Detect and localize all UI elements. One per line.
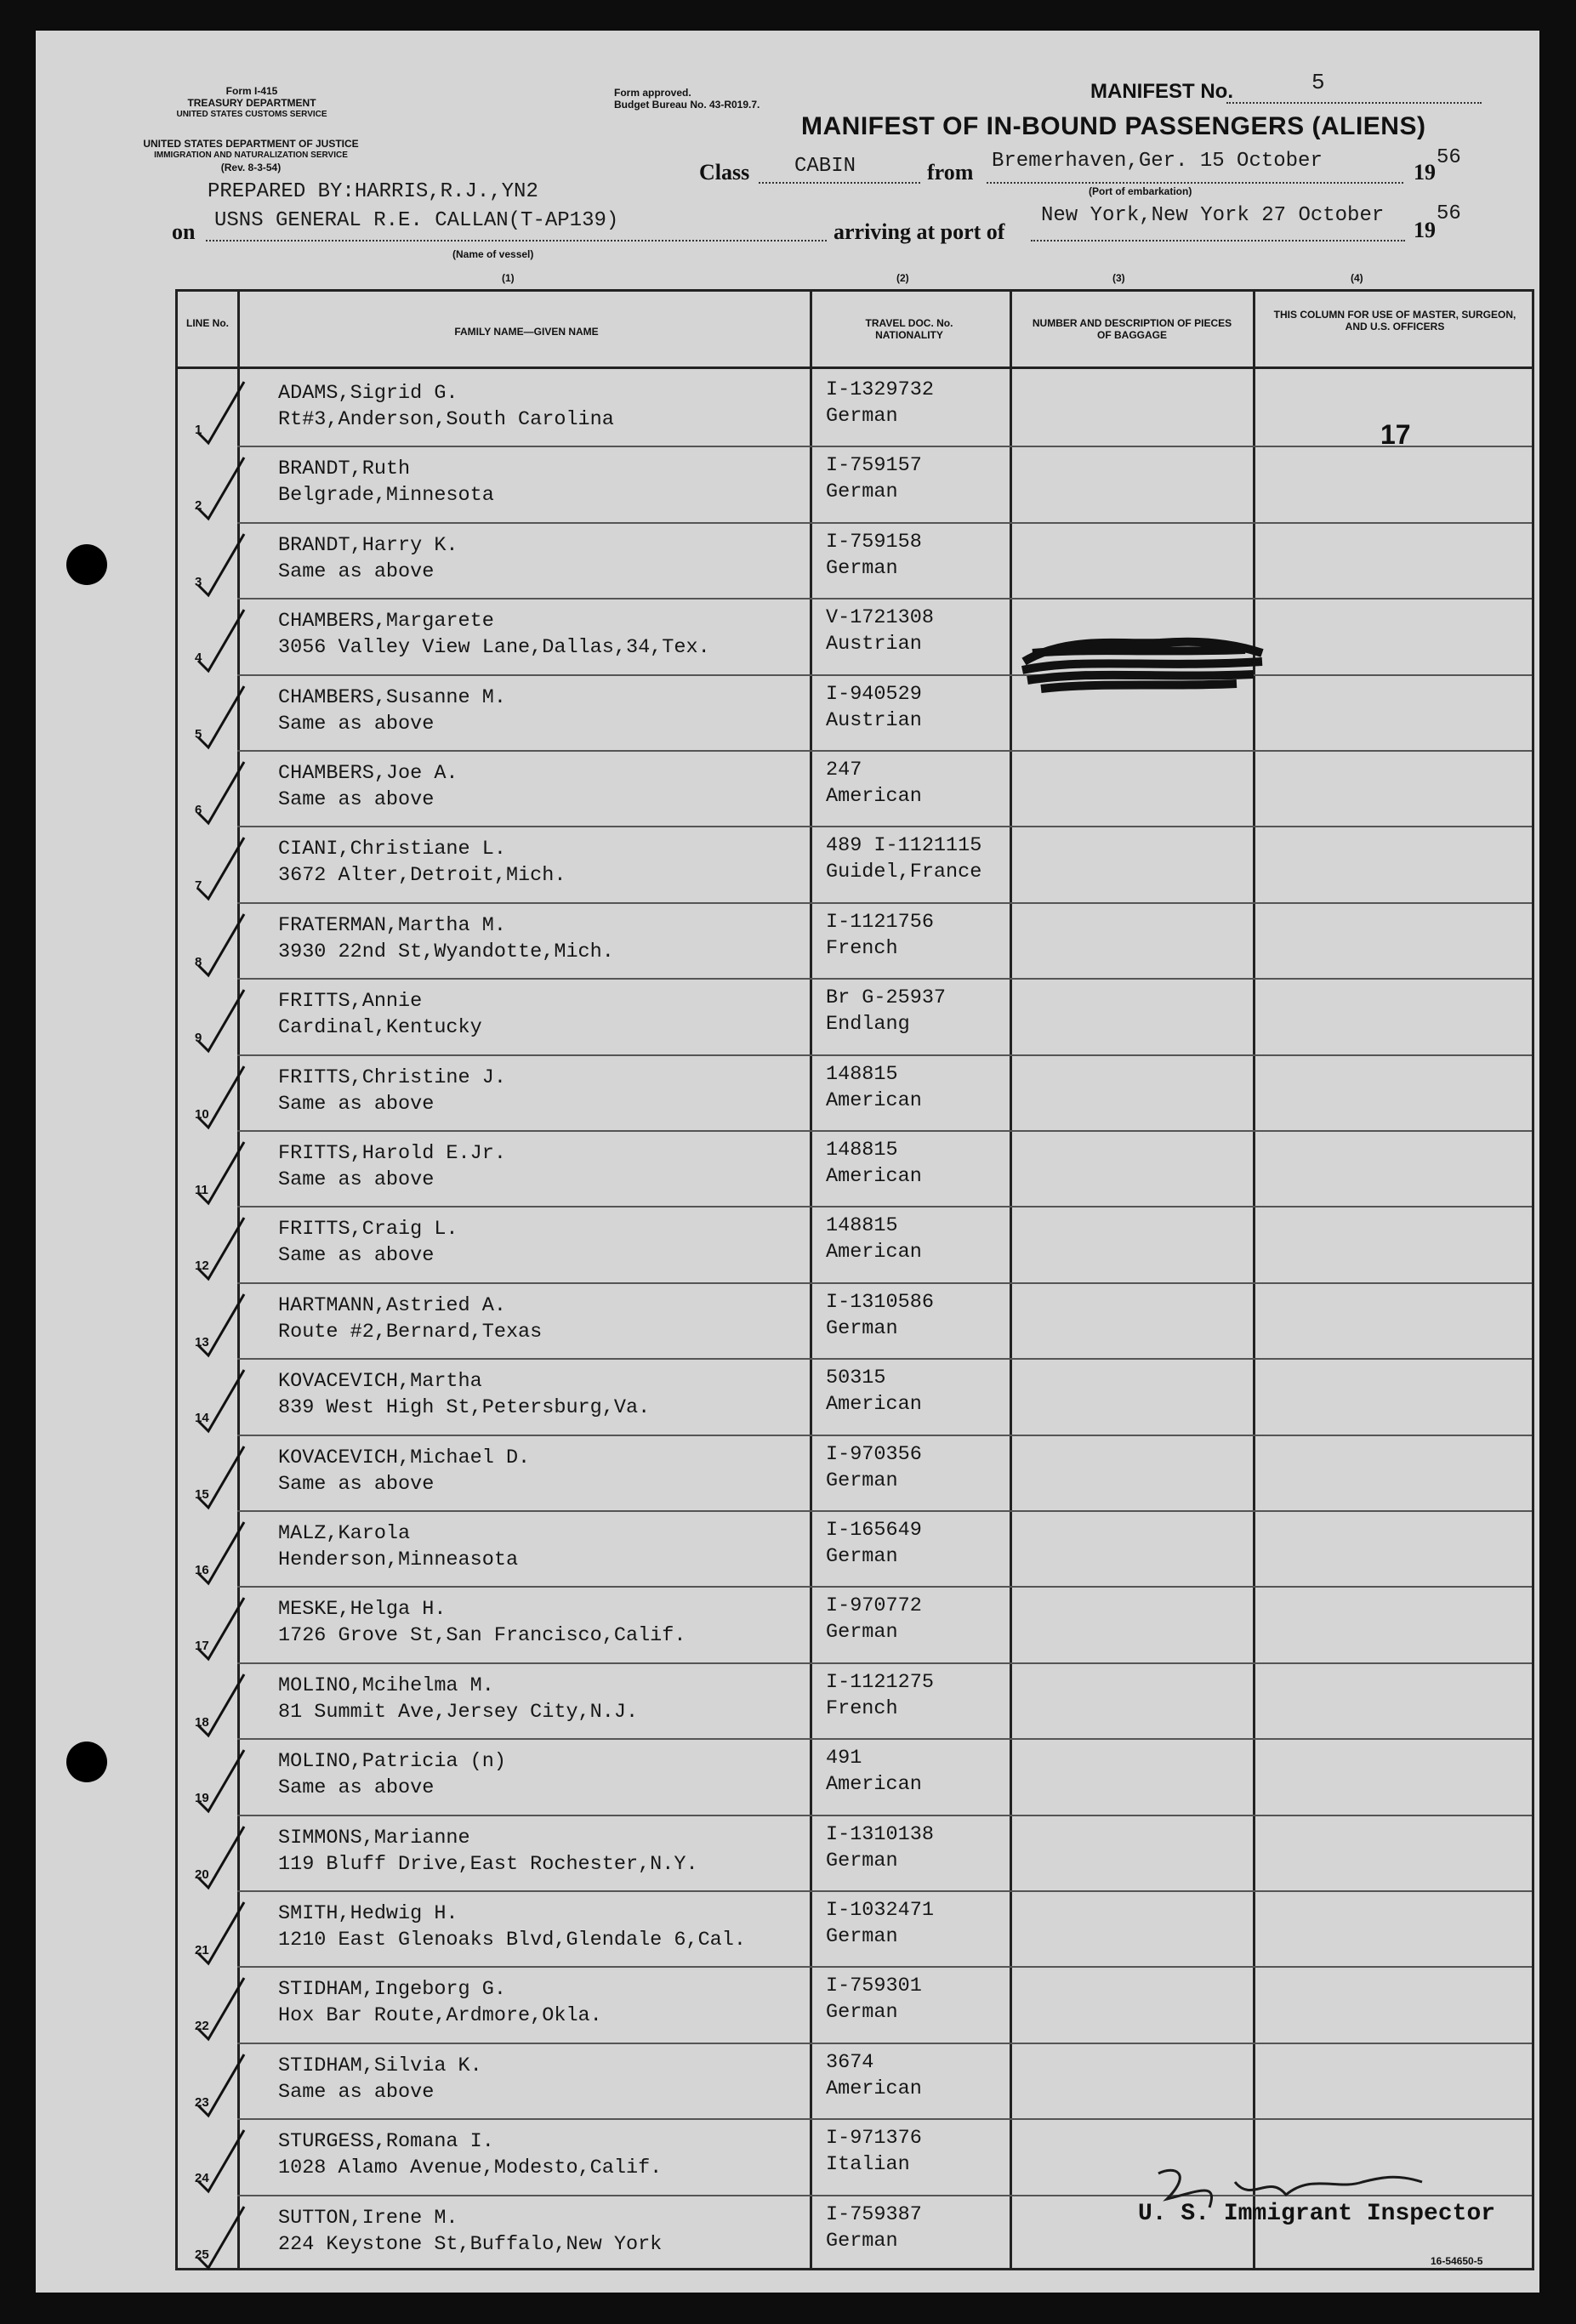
- from-label: from: [927, 160, 974, 185]
- travel-doc-number: 489 I-1121115: [826, 834, 982, 858]
- passenger-name: STIDHAM,Silvia K.: [278, 2054, 482, 2077]
- nationality: French: [826, 1696, 898, 1720]
- passenger-name: MOLINO,Patricia (n): [278, 1750, 506, 1774]
- travel-doc-number: 3674: [826, 2050, 874, 2074]
- year-suffix-2: 56: [1437, 202, 1461, 225]
- nationality: Italian: [826, 2153, 910, 2177]
- col-head-line-no: LINE No.: [186, 317, 229, 329]
- port-embark-caption: (Port of embarkation): [1089, 185, 1192, 197]
- passenger-address: Same as above: [278, 1168, 435, 1191]
- col-num-4: (4): [1351, 272, 1363, 284]
- redaction-scribble: [1016, 628, 1271, 696]
- travel-doc-cell: [826, 985, 946, 1037]
- row-divider: [237, 1966, 1532, 1968]
- line-number: 4: [195, 651, 202, 666]
- passenger-name: MOLINO,Mcihelma M.: [278, 1673, 494, 1697]
- check-mark-icon: [183, 1361, 259, 1438]
- travel-doc-number: I-1121756: [826, 910, 934, 934]
- treasury-dept: TREASURY DEPARTMENT: [187, 97, 316, 109]
- form-approved: Form approved.: [614, 87, 691, 99]
- travel-doc-number: I-1329732: [826, 378, 934, 401]
- line-number: 7: [195, 878, 202, 894]
- row-divider: [237, 1435, 1532, 1436]
- passenger-name-cell: [278, 1065, 506, 1117]
- line-number: 13: [195, 1334, 209, 1350]
- passenger-name-cell: [278, 1825, 698, 1878]
- nationality: American: [826, 785, 922, 808]
- line-number: 19: [195, 1791, 209, 1806]
- row-divider: [237, 902, 1532, 904]
- check-mark-icon: [183, 2198, 259, 2275]
- check-mark-icon: [183, 1514, 259, 1590]
- agency-block: [145, 85, 359, 121]
- check-mark-icon: [183, 1818, 259, 1895]
- check-mark-icon: [183, 678, 259, 754]
- col-num-2: (2): [896, 272, 909, 284]
- passenger-address: Henderson,Minneasota: [278, 1548, 519, 1571]
- travel-doc-cell: [826, 605, 934, 657]
- check-mark-icon: [183, 526, 259, 602]
- row-divider: [237, 1054, 1532, 1056]
- passenger-name: CIANI,Christiane L.: [278, 838, 506, 861]
- row-divider: [237, 978, 1532, 980]
- line-number: 25: [195, 2247, 209, 2262]
- revision: (Rev. 8-3-54): [220, 162, 282, 173]
- row-divider: [237, 1130, 1532, 1132]
- footer-code: 16-54650-5: [1431, 2255, 1483, 2267]
- col-head-baggage: NUMBER AND DESCRIPTION OF PIECES OF BAGGAGE: [1032, 317, 1232, 341]
- passenger-address: 3672 Alter,Detroit,Mich.: [278, 864, 566, 888]
- check-mark-icon: [183, 1666, 259, 1742]
- line-number: 22: [195, 2019, 209, 2034]
- nationality: German: [826, 1545, 898, 1568]
- check-mark-icon: [183, 1894, 259, 1970]
- passenger-address: Same as above: [278, 560, 435, 583]
- row-divider: [237, 826, 1532, 827]
- travel-doc-number: Br G-25937: [826, 986, 947, 1010]
- check-mark-icon: [183, 1589, 259, 1666]
- arriving-label: arriving at port of: [834, 219, 1005, 244]
- line-number: 3: [195, 574, 202, 589]
- travel-doc-cell: [826, 1289, 934, 1342]
- line-number: 18: [195, 1714, 209, 1730]
- line-number: 15: [195, 1486, 209, 1502]
- passenger-name: STIDHAM,Ingeborg G.: [278, 1978, 506, 2002]
- passenger-address: Same as above: [278, 1092, 435, 1116]
- row-divider: [237, 750, 1532, 752]
- passenger-name: SMITH,Hedwig H.: [278, 1902, 458, 1925]
- travel-doc-cell: [826, 909, 934, 962]
- passenger-name-cell: [278, 988, 482, 1041]
- nationality: German: [826, 405, 898, 428]
- nationality: German: [826, 2001, 898, 2025]
- line-number: 10: [195, 1106, 209, 1122]
- row-divider: [237, 2043, 1532, 2044]
- check-mark-icon: [183, 449, 259, 526]
- col-head-officers: THIS COLUMN FOR USE OF MASTER, SURGEON, AND U.S. OFFICERS: [1273, 309, 1516, 332]
- year-prefix-2: 19: [1414, 218, 1436, 242]
- passenger-address: 839 West High St,Petersburg,Va.: [278, 1396, 651, 1420]
- travel-doc-cell: [826, 757, 922, 810]
- passenger-address: Same as above: [278, 788, 435, 811]
- travel-doc-cell: [826, 2202, 922, 2254]
- passenger-name: BRANDT,Ruth: [278, 457, 411, 481]
- passenger-name-cell: [278, 760, 458, 813]
- nationality: German: [826, 1621, 898, 1645]
- travel-doc-number: I-1310586: [826, 1290, 934, 1314]
- travel-doc-cell: [826, 1137, 922, 1190]
- passenger-address: Rt#3,Anderson,South Carolina: [278, 408, 614, 431]
- passenger-name: HARTMANN,Astried A.: [278, 1293, 506, 1317]
- travel-doc-cell: [826, 452, 922, 505]
- passenger-name-cell: [278, 2205, 662, 2258]
- travel-doc-number: V-1721308: [826, 606, 934, 630]
- approval-block: [614, 87, 760, 111]
- nationality: American: [826, 2077, 922, 2100]
- nationality: German: [826, 2229, 898, 2253]
- nationality: American: [826, 1088, 922, 1112]
- officer-count: 17: [1380, 419, 1411, 450]
- nationality: American: [826, 1241, 922, 1264]
- travel-doc-number: 148815: [826, 1139, 898, 1162]
- row-divider: [237, 2118, 1532, 2120]
- travel-doc-cell: [826, 1821, 934, 1874]
- nationality: German: [826, 480, 898, 504]
- passenger-name: FRITTS,Annie: [278, 990, 423, 1014]
- prepared-by: PREPARED BY:HARRIS,R.J.,YN2: [208, 180, 538, 203]
- passenger-name: STURGESS,Romana I.: [278, 2130, 494, 2154]
- line-number: 17: [195, 1639, 209, 1654]
- passenger-name-cell: [278, 1368, 650, 1421]
- passenger-address: Cardinal,Kentucky: [278, 1016, 482, 1040]
- passenger-address: Same as above: [278, 1244, 435, 1268]
- check-mark-icon: [183, 829, 259, 906]
- nationality: American: [826, 1773, 922, 1797]
- line-number: 11: [195, 1183, 208, 1197]
- travel-doc-cell: [826, 1517, 922, 1570]
- nationality: German: [826, 1849, 898, 1872]
- row-divider: [237, 1815, 1532, 1816]
- line-number: 2: [195, 498, 202, 514]
- passenger-name-cell: [278, 608, 710, 661]
- passenger-address: 3930 22nd St,Wyandotte,Mich.: [278, 940, 614, 963]
- passenger-name: BRANDT,Harry K.: [278, 533, 458, 557]
- line-number: 14: [195, 1411, 209, 1426]
- passenger-name-cell: [278, 836, 566, 889]
- travel-doc-number: I-165649: [826, 1519, 922, 1542]
- row-divider: [237, 1662, 1532, 1664]
- passenger-name-cell: [278, 1748, 506, 1801]
- line-number: 24: [195, 2171, 209, 2186]
- row-divider: [237, 1206, 1532, 1207]
- passenger-address: Belgrade,Minnesota: [278, 484, 494, 508]
- line-number: 6: [195, 803, 202, 817]
- travel-doc-number: 247: [826, 759, 862, 781]
- nationality: German: [826, 1469, 898, 1492]
- nationality: French: [826, 936, 898, 960]
- travel-doc-number: I-970356: [826, 1442, 922, 1466]
- line-number: 12: [195, 1259, 209, 1274]
- passenger-name-cell: [278, 1976, 602, 2029]
- passenger-address: Same as above: [278, 1472, 435, 1496]
- passenger-name-cell: [278, 1596, 686, 1649]
- travel-doc-number: 148815: [826, 1062, 898, 1086]
- passenger-name-cell: [278, 1520, 518, 1573]
- nationality: Austrian: [826, 633, 922, 656]
- passenger-name-cell: [278, 456, 494, 509]
- passenger-name-cell: [278, 1293, 542, 1345]
- travel-doc-cell: [826, 681, 922, 734]
- year-prefix-1: 19: [1414, 160, 1436, 185]
- row-divider: [237, 1358, 1532, 1360]
- travel-doc-cell: [826, 377, 934, 429]
- on-label: on: [172, 219, 196, 244]
- passenger-name: FRITTS,Harold E.Jr.: [278, 1142, 506, 1165]
- row-divider: [237, 1282, 1532, 1284]
- line-number: 5: [195, 726, 202, 742]
- line-number: 9: [195, 1031, 202, 1046]
- travel-doc-number: 50315: [826, 1367, 886, 1390]
- check-mark-icon: [183, 1134, 259, 1210]
- travel-doc-number: I-940529: [826, 682, 922, 706]
- passenger-name: CHAMBERS,Margarete: [278, 610, 494, 634]
- line-number: 8: [195, 954, 202, 969]
- check-mark-icon: [183, 2046, 259, 2122]
- nationality: Endlang: [826, 1013, 910, 1037]
- passenger-name: ADAMS,Sigrid G.: [278, 382, 458, 405]
- travel-doc-number: 148815: [826, 1214, 898, 1238]
- passenger-address: 1210 East Glenoaks Blvd,Glendale 6,Cal.: [278, 1929, 746, 1952]
- passenger-name: CHAMBERS,Susanne M.: [278, 685, 506, 709]
- row-divider: [237, 674, 1532, 676]
- check-mark-icon: [183, 1286, 259, 1362]
- travel-doc-cell: [826, 1973, 922, 2026]
- passenger-name: SUTTON,Irene M.: [278, 2206, 458, 2230]
- budget-bureau: Budget Bureau No. 43-R019.7.: [614, 99, 760, 111]
- col-num-3: (3): [1112, 272, 1125, 284]
- travel-doc-number: I-759157: [826, 454, 922, 478]
- punch-hole: [66, 544, 107, 585]
- travel-doc-cell: [826, 1593, 922, 1645]
- travel-doc-cell: [826, 2049, 922, 2102]
- check-mark-icon: [183, 906, 259, 982]
- manifest-page: [36, 31, 1539, 2293]
- row-divider: [237, 1510, 1532, 1512]
- passenger-name: KOVACEVICH,Michael D.: [278, 1446, 531, 1469]
- check-mark-icon: [183, 1058, 259, 1134]
- nationality: Austrian: [826, 708, 922, 732]
- travel-doc-cell: [826, 1897, 934, 1950]
- class-value: CABIN: [794, 155, 856, 178]
- passenger-address: Same as above: [278, 2080, 435, 2104]
- passenger-name: MALZ,Karola: [278, 1522, 411, 1545]
- passenger-address: Same as above: [278, 1776, 435, 1800]
- class-label: Class: [699, 160, 750, 185]
- line-number: 1: [195, 423, 202, 437]
- passenger-name: FRITTS,Craig L.: [278, 1218, 458, 1242]
- passenger-name-cell: [278, 2053, 482, 2105]
- passenger-name: KOVACEVICH,Martha: [278, 1370, 482, 1394]
- travel-doc-cell: [826, 1669, 934, 1722]
- travel-doc-number: I-1121275: [826, 1670, 934, 1694]
- passenger-name: SIMMONS,Marianne: [278, 1826, 470, 1850]
- customs-service: UNITED STATES CUSTOMS SERVICE: [176, 110, 327, 119]
- arrival-port-value: New York,New York 27 October: [1041, 204, 1385, 227]
- line-number: 21: [195, 1943, 209, 1958]
- justice-block: [102, 138, 400, 173]
- ins-service: IMMIGRATION AND NATURALIZATION SERVICE: [154, 151, 348, 160]
- justice-dept: UNITED STATES DEPARTMENT OF JUSTICE: [143, 138, 359, 150]
- manifest-number: 5: [1311, 70, 1325, 95]
- passenger-address: 1726 Grove St,San Francisco,Calif.: [278, 1624, 686, 1648]
- check-mark-icon: [183, 2122, 259, 2198]
- year-suffix-1: 56: [1437, 146, 1461, 169]
- manifest-label: MANIFEST No.: [1090, 80, 1233, 103]
- check-mark-icon: [183, 1209, 259, 1286]
- check-mark-icon: [183, 1969, 259, 2046]
- travel-doc-cell: [826, 529, 922, 582]
- check-mark-icon: [183, 753, 259, 830]
- col-head-name: FAMILY NAME—GIVEN NAME: [454, 326, 599, 338]
- row-divider: [237, 1586, 1532, 1588]
- line-number: 23: [195, 2094, 209, 2110]
- line-number: 16: [195, 1563, 209, 1577]
- nationality: American: [826, 1393, 922, 1417]
- passenger-address: Hox Bar Route,Ardmore,Okla.: [278, 2004, 602, 2028]
- travel-doc-number: 491: [826, 1747, 862, 1770]
- passenger-address: 224 Keystone St,Buffalo,New York: [278, 2232, 663, 2256]
- travel-doc-number: I-1310138: [826, 1822, 934, 1846]
- row-divider: [237, 522, 1532, 524]
- passenger-name-cell: [278, 1673, 638, 1725]
- check-mark-icon: [183, 981, 259, 1058]
- travel-doc-cell: [826, 2125, 922, 2178]
- passenger-name-cell: [278, 2128, 662, 2181]
- embarkation-value: Bremerhaven,Ger. 15 October: [992, 150, 1323, 173]
- passenger-name-cell: [278, 380, 614, 433]
- check-mark-icon: [183, 1742, 259, 1818]
- vessel-caption: (Name of vessel): [452, 248, 534, 260]
- passenger-name-cell: [278, 1445, 530, 1497]
- passenger-address: 119 Bluff Drive,East Rochester,N.Y.: [278, 1852, 698, 1876]
- travel-doc-number: I-759387: [826, 2202, 922, 2226]
- passenger-name-cell: [278, 1216, 458, 1269]
- check-mark-icon: [183, 601, 259, 678]
- passenger-name-cell: [278, 1140, 506, 1193]
- manifest-table: [175, 289, 1534, 2270]
- passenger-address: 1028 Alamo Avenue,Modesto,Calif.: [278, 2156, 663, 2180]
- vessel-name: USNS GENERAL R.E. CALLAN(T-AP139): [214, 209, 619, 232]
- passenger-name-cell: [278, 532, 458, 585]
- nationality: German: [826, 1925, 898, 1948]
- check-mark-icon: [183, 1438, 259, 1514]
- passenger-name: CHAMBERS,Joe A.: [278, 762, 458, 785]
- form-id: Form I-415: [225, 85, 278, 97]
- passenger-name: FRATERMAN,Martha M.: [278, 913, 506, 937]
- travel-doc-cell: [826, 1061, 922, 1114]
- travel-doc-number: I-759158: [826, 530, 922, 554]
- travel-doc-cell: [826, 1213, 922, 1265]
- passenger-address: Same as above: [278, 712, 435, 736]
- line-number: 20: [195, 1867, 209, 1882]
- nationality: Guidel,France: [826, 861, 982, 884]
- travel-doc-cell: [826, 1745, 922, 1798]
- page-title: MANIFEST OF IN-BOUND PASSENGERS (ALIENS): [801, 112, 1426, 140]
- row-divider: [237, 446, 1532, 447]
- nationality: German: [826, 1316, 898, 1340]
- passenger-address: 81 Summit Ave,Jersey City,N.J.: [278, 1700, 639, 1724]
- inspector-title: U. S. Immigrant Inspector: [1138, 2201, 1496, 2227]
- check-mark-icon: [183, 373, 259, 450]
- row-divider: [237, 598, 1532, 599]
- travel-doc-number: I-759301: [826, 1975, 922, 1998]
- travel-doc-cell: [826, 832, 981, 885]
- passenger-address: Route #2,Bernard,Texas: [278, 1320, 543, 1344]
- passenger-name-cell: [278, 912, 614, 965]
- travel-doc-cell: [826, 1441, 922, 1494]
- travel-doc-number: I-970772: [826, 1594, 922, 1618]
- row-divider: [237, 1890, 1532, 1892]
- passenger-name: MESKE,Helga H.: [278, 1598, 447, 1622]
- passenger-name-cell: [278, 685, 506, 737]
- travel-doc-number: I-1032471: [826, 1899, 934, 1922]
- travel-doc-number: I-971376: [826, 2127, 922, 2151]
- punch-hole: [66, 1742, 107, 1782]
- passenger-name-cell: [278, 1901, 746, 1953]
- col-head-doc: TRAVEL DOC. No. NATIONALITY: [865, 317, 953, 341]
- nationality: German: [826, 556, 898, 580]
- passenger-name: FRITTS,Christine J.: [278, 1065, 506, 1089]
- travel-doc-cell: [826, 1365, 922, 1418]
- col-num-1: (1): [502, 272, 515, 284]
- passenger-address: 3056 Valley View Lane,Dallas,34,Tex.: [278, 636, 710, 660]
- row-divider: [237, 1738, 1532, 1740]
- nationality: American: [826, 1165, 922, 1188]
